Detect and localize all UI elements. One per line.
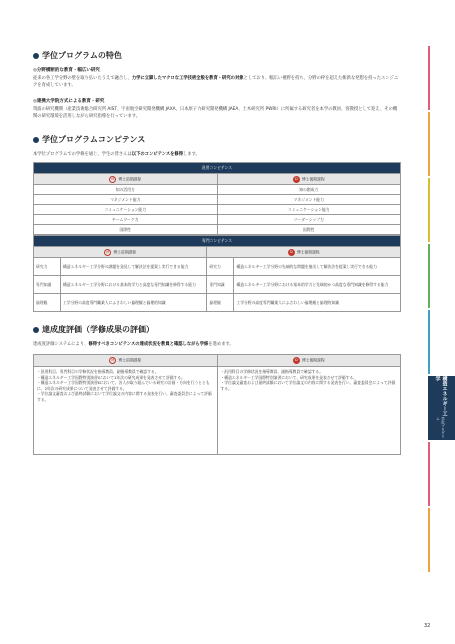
index-tab[interactable]: [428, 112, 455, 176]
generic-doctor-cell: 知の創成力: [217, 185, 401, 195]
generic-doctor-cell: リーダーシップ力: [217, 215, 401, 225]
doctor-mark-icon: D: [293, 357, 300, 364]
list-item: ・構造エネルギー工学国際特別演習において、研究成果を発表させて評価する。: [220, 374, 358, 380]
master-mark-icon: M: [106, 249, 110, 254]
evaluation-table: [33, 354, 401, 455]
header-label: 博士後期課程: [301, 357, 325, 363]
doctor-mark-icon: D: [288, 249, 295, 256]
generic-competence-band: 汎用コンピテンス: [34, 163, 401, 174]
index-tab[interactable]: [428, 46, 455, 110]
generic-doctor-cell: マネジメント能力: [217, 195, 401, 205]
text: 従来の各工学分野の壁を取り払いたうえで融合し、: [33, 76, 132, 81]
generic-master-cell: チームワーク力: [34, 215, 218, 225]
header-label: 博士前期課程: [113, 249, 137, 254]
tab-subtitle: 学位プログラム: [436, 417, 446, 439]
index-tab[interactable]: [428, 244, 455, 308]
generic-master-cell: 知の活用力: [34, 185, 218, 195]
row-label: 倫理観: [207, 294, 234, 312]
emphasis-text: 力学に立脚したマクロな工学技術全般を教育・研究の対象: [131, 76, 244, 81]
master-header: [34, 355, 218, 367]
doctor-header: [217, 174, 401, 185]
header-label: 博士前期課程: [118, 176, 142, 181]
master-header: [34, 247, 207, 258]
master-description: 工学分野の高度専門職業人にふさわしい倫理観と倫理的知識: [61, 294, 207, 312]
index-tab[interactable]: [428, 310, 455, 374]
row-label: 倫理観: [34, 294, 61, 312]
row-label: 専門知識: [34, 276, 61, 294]
generic-doctor-cell: 国際性: [217, 225, 401, 235]
index-tab[interactable]: [428, 442, 455, 506]
doctor-description: 構造エネルギー工学分野の先端的な問題を抽出して解決法を提案し実行できる能力: [234, 258, 401, 276]
list-item: ・学位論文審査および最終試験において学位論文の内容に関する発表を行い、審査委員会によって評価する。: [220, 380, 396, 391]
generic-master-cell: マネジメント能力: [34, 195, 218, 205]
master-mark-icon: M: [111, 358, 115, 362]
master-description: 構造エネルギー工学分野における基本的学力と高度な専門知識を修得する能力: [61, 276, 207, 294]
generic-doctor-cell: コミュニケーション能力: [217, 205, 401, 215]
text: します。: [183, 152, 200, 157]
doctor-description: 工学分野の高度専門職業人にふさわしい倫理観と倫理的知識: [234, 294, 401, 312]
list-item: ・汎用科目、専門科目の学修状況を指導教員、副指導教員で確認する。: [37, 369, 159, 374]
section-heading-features: [33, 50, 401, 61]
text: 本学位プログラムでの学修を通じ、学生の皆さんは: [33, 152, 132, 157]
doctor-description: 構造エネルギー工学分野における基本的学力と先端的かつ高度な専門知識を修得する能力: [234, 276, 401, 294]
subheading: ◎分野横断的な教育・幅広い研究: [33, 68, 100, 73]
master-evaluation-cell: [34, 367, 218, 455]
master-mark-icon: M: [111, 176, 115, 181]
index-tab-active[interactable]: [428, 376, 455, 440]
index-tab[interactable]: [428, 178, 455, 242]
doctor-header: [217, 355, 401, 367]
row-label: 研究力: [34, 258, 61, 276]
tab-title: 構造エネルギー工学: [434, 376, 448, 416]
emphasis-text: 以下のコンピテンスを修得: [131, 152, 184, 157]
section-title: 達成度評価（学修成果の評価）: [42, 325, 154, 334]
list-item: ・構造エネルギー工学国際特別演習Ⅰにおいて1年次の研究成果を発表させて評価する。: [37, 374, 185, 380]
text: を進めます。: [208, 342, 234, 347]
bullet-icon: [33, 137, 39, 143]
section-heading-competence: [33, 134, 401, 145]
side-index-tabs: [428, 46, 455, 574]
row-label: 研究力: [207, 258, 234, 276]
generic-master-cell: 国際性: [34, 225, 218, 235]
index-tab[interactable]: [428, 508, 455, 572]
text: としており、幅広い視野を持ち、分野の枠を超えた斬新な発想を持ったエンジニアを育成しています。: [33, 76, 399, 88]
special-competence-table: [33, 235, 401, 312]
header-label: 博士前期課程: [118, 357, 142, 363]
master-header: [34, 174, 218, 185]
bullet-icon: [33, 327, 39, 333]
paragraph: 筑波の研究機関（産業技術総合研究所 AIST、宇宙航空研究開発機構 JAXA、日本原子力研究開発機構 JAEA、土木研究所 PWRI）に所属する研究者を本学の教員、客教授として迎え、その機関の研究環境を活用しながら研究指導を行っています。: [33, 107, 398, 119]
paragraph: [33, 75, 401, 89]
list-item: ・構造エネルギー工学国際特別演習Ⅱにおいて、各人が取り組んでいる研究の計画・方向を行うとともに、2年次の研究成果について発表させて評価する。: [37, 380, 210, 391]
section-title: 学位プログラムの特色: [42, 51, 122, 60]
competence-table: [33, 162, 401, 235]
special-competence-band: 専門コンピテンス: [34, 236, 401, 247]
section-title: 学位プログラムコンピテンス: [42, 135, 146, 144]
paragraph: [33, 151, 401, 158]
list-item: ・学位論文審査および最終試験において学位論文の内容に関する発表を行い、審査委員会によって評価する。: [37, 391, 212, 402]
bullet-icon: [33, 53, 39, 59]
paragraph: [33, 341, 401, 348]
section-heading-evaluation: [33, 324, 401, 335]
list-item: ・汎用科目の学修状況を指導教員、副指導教員で確認する。: [220, 369, 324, 374]
page-number: 32: [424, 623, 431, 629]
doctor-mark-icon: D: [293, 176, 300, 183]
generic-master-cell: コミュニケーション能力: [34, 205, 218, 215]
doctor-header: [207, 247, 401, 258]
text: 達成度評価システムにより、: [33, 342, 89, 347]
header-label: 博士後期課程: [301, 176, 325, 181]
doctor-evaluation-cell: [217, 367, 401, 455]
subheading: ◎連携大学院方式による教育・研究: [33, 99, 105, 104]
master-description: 構造エネルギー工学分野の課題を発見して解決法を提案し実行できる能力: [61, 258, 207, 276]
emphasis-text: 修得すべきコンピテンスの達成状況を教員と確認しながら学修: [88, 342, 209, 347]
main-content: [33, 50, 401, 455]
header-label: 博士後期課程: [296, 249, 320, 254]
row-label: 専門知識: [207, 276, 234, 294]
